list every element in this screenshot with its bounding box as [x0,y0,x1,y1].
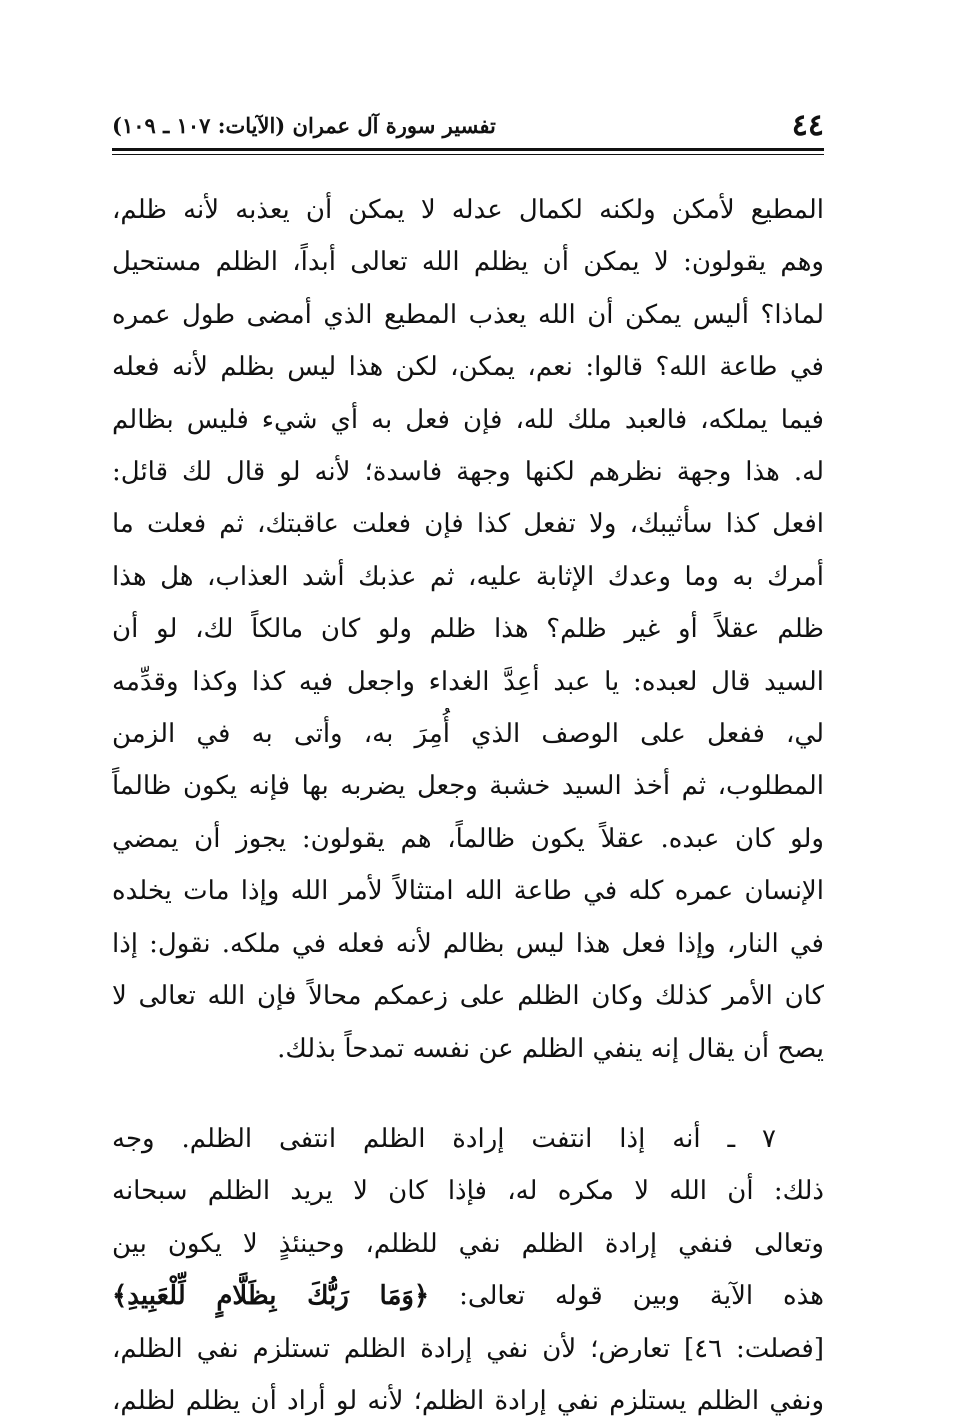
header-rule-thin [112,154,824,155]
text-line: ولو كان عبده. عقلاً يكون ظالماً، هم يقولون: يجوز أن يمضي [112,823,824,854]
text-line: له. هذا وجهة نظرهم لكنها وجهة فاسدة؛ لأنه لو قال لك قائل: [112,457,824,488]
quran-verse: ﴿وَمَا رَبُّكَ بِظَلَّامٍ لِّلْعَبِيدِ﴾ [112,1281,430,1312]
text-line: المطيع لأمكن ولكنه لكمال عدله لا يمكن أن يعذبه لأنه ظلم، [112,195,824,225]
text-line: [فصلت: ٤٦] تعارض؛ لأن نفي إرادة الظلم تستلزم نفي الظلم، [112,1333,824,1364]
text-line: ونفي الظلم يستلزم نفي إرادة الظلم؛ لأنه لو أراد أن يظلم لظلم، [112,1385,824,1416]
page-header [112,106,824,146]
text-line: ذلك: أن الله لا مكره له، فإذا كان لا يريد الظلم سبحانه [112,1176,824,1207]
page-number: ٤٤ [791,108,824,143]
text-line: في النار، وإذا فعل هذا ليس بظالم لأنه فعله في ملكه. نقول: إذا [112,928,824,959]
text-line: افعل كذا سأثيبك، ولا تفعل كذا فإن فعلت عاقبتك، ثم فعلت ما [112,509,824,540]
text-line: وتعالى فنفي إرادة الظلم نفي للظلم، وحينئذٍ لا يكون بين [112,1228,824,1259]
text-line: وهم يقولون: لا يمكن أن يظلم الله تعالى أبداً، الظلم مستحيل [112,247,824,278]
text-line: المطلوب، ثم أخذ السيد خشبة وجعل يضربه بها فإنه يكون ظالماً [112,771,824,802]
text-line: الإنسان عمره كله في طاعة الله امتثالاً لأمر الله وإذا مات يخلده [112,876,824,907]
text-line: في طاعة الله؟ قالوا: نعم، يمكن، لكن هذا ليس بظلم لأنه فعله [112,352,824,383]
text-line: فيما يملكه، فالعبد ملك لله، فإن فعل به أي شيء فليس بظالم [112,404,824,435]
text-line: السيد قال لعبده: يا عبد أعِدَّ الغداء واجعل فيه كذا وكذا وقدِّمه [112,666,824,697]
text-line: يصح أن يقال إنه ينفي الظلم عن نفسه تمدحاً بذلك. [277,1033,824,1064]
text-line: لي، ففعل على الوصف الذي أُمِرَ به، وأتى به في الزمن [112,719,824,750]
text-line: ظلم عقلاً أو غير ظلم؟ هذا ظلم ولو كان مالكاً لك، لو أن [112,614,824,645]
text-line: أمرك به وما وعدك الإثابة عليه، ثم عذبك أشد العذاب، هل هذا [112,561,824,592]
text-line: ٧ ـ أنه إذا انتفت إرادة الظلم انتفى الظلم. وجه [112,1123,776,1154]
text-line-with-verse [112,1270,824,1322]
text-line: كان الأمر كذلك وكان الظلم على زعمكم محالاً فإن الله تعالى لا [112,981,824,1012]
text-line: لماذا؟ أليس يمكن أن الله يعذب المطيع الذي أمضى طول عمره [112,299,824,330]
running-title: تفسير سورة آل عمران (الآيات: ١٠٧ ـ ١٠٩) [112,113,496,138]
paragraph-1 [112,184,824,1075]
paragraph-2 [112,1113,824,1427]
verse-intro: هذه الآية وبين قوله تعالى: [459,1281,824,1312]
paragraph-gap [112,1075,824,1113]
header-rule-thick [112,148,824,151]
body-text [112,184,824,1427]
